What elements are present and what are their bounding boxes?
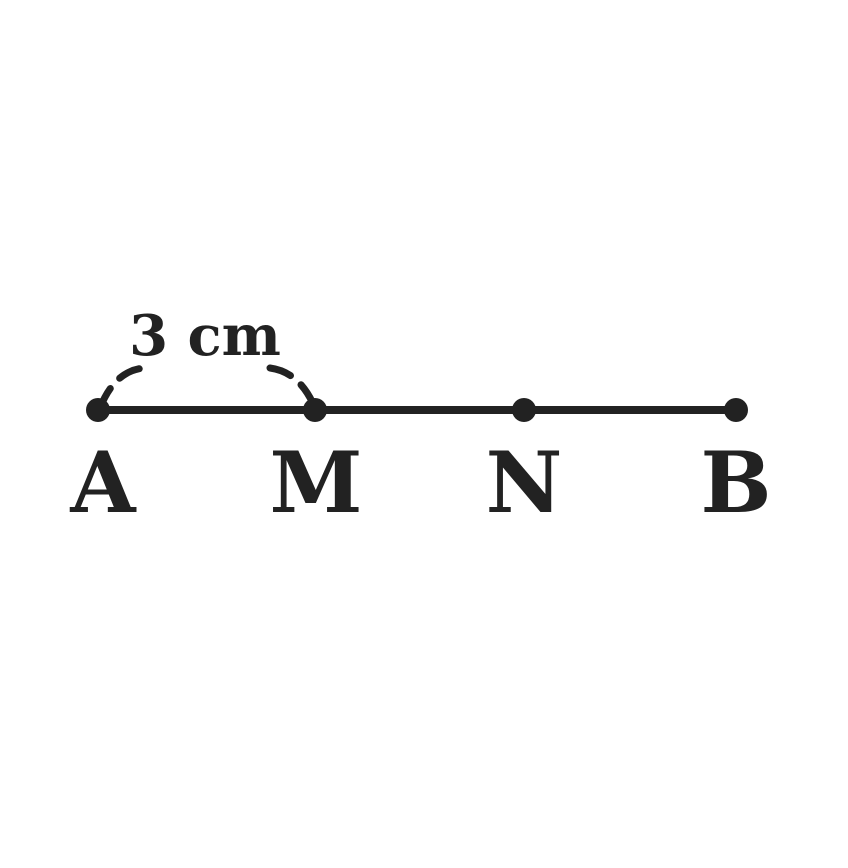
measurement-label: 3 cm [129,303,281,369]
point-b-label: B [700,433,772,532]
point-a-dot [86,398,110,422]
point-n-label: N [485,433,563,532]
measurement-arc [100,368,315,408]
point-b-dot [724,398,748,422]
point-n-dot [512,398,536,422]
point-m-label: M [269,433,363,532]
point-a-label: A [70,433,136,532]
point-m-dot [303,398,327,422]
